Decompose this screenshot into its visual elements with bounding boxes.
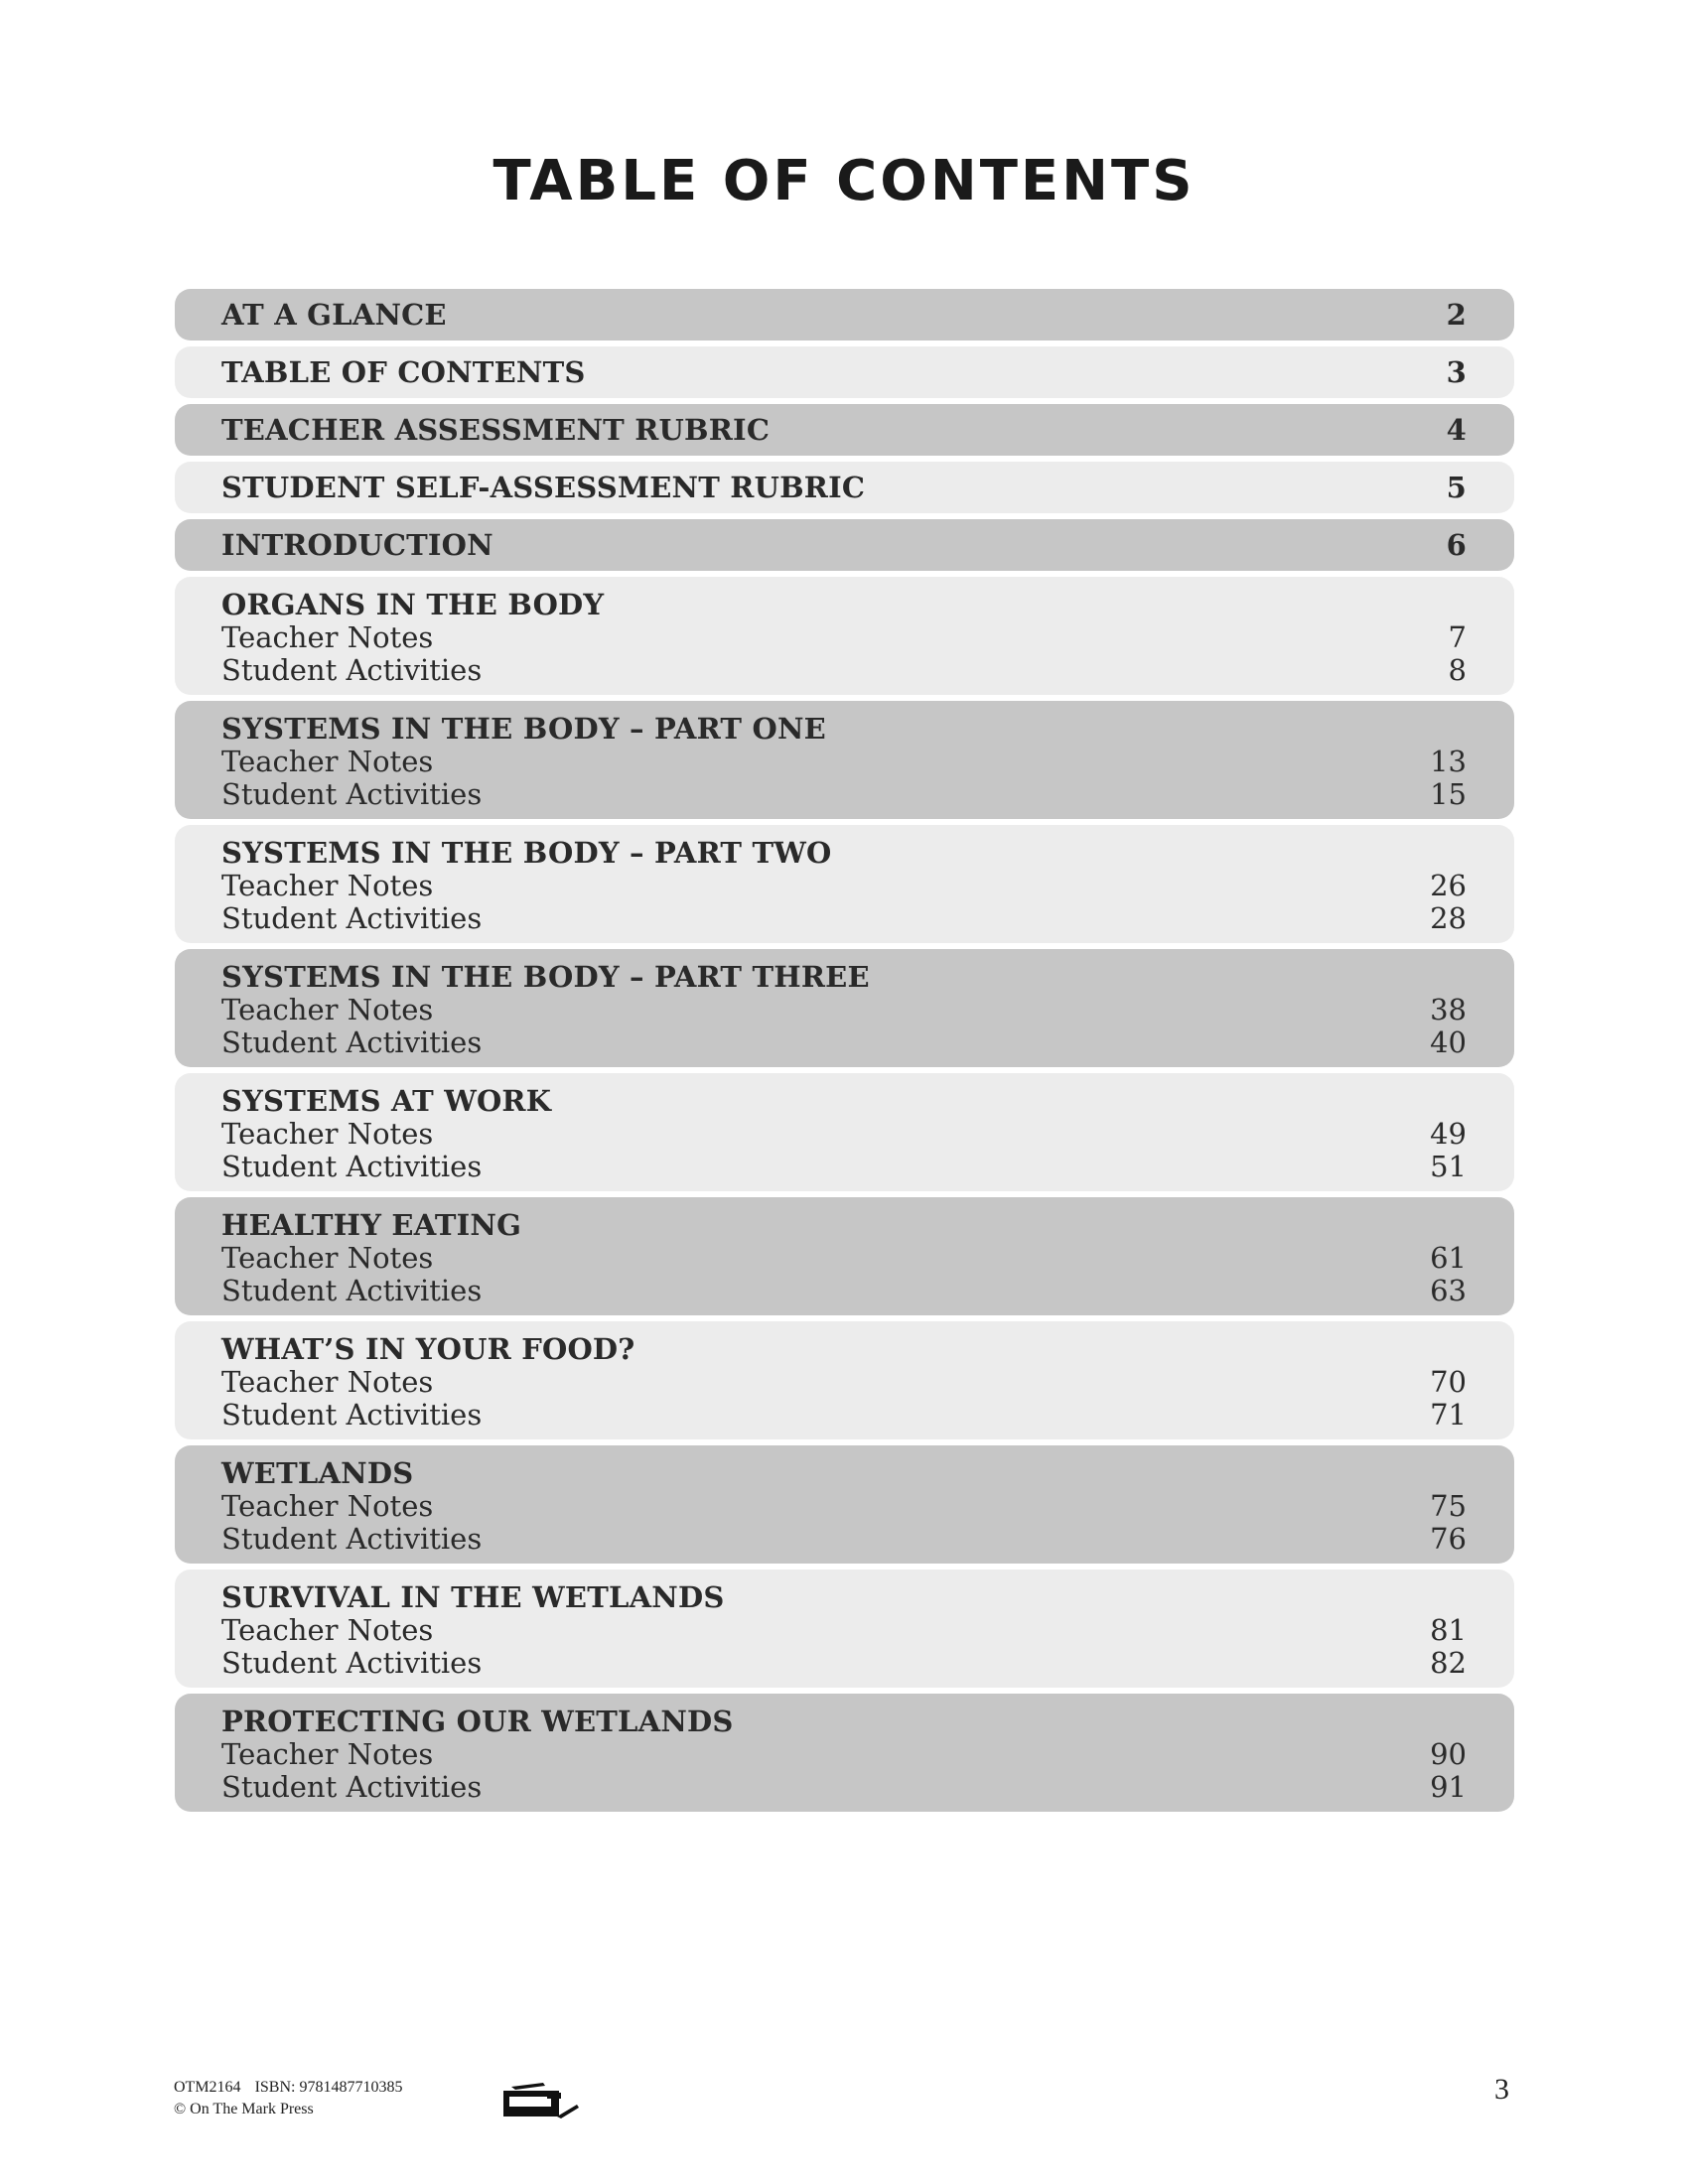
toc-entry-student-self-assessment-rubric[interactable] — [175, 462, 1514, 513]
press-logo-icon — [501, 2081, 581, 2120]
toc-label: Student Activities — [221, 901, 483, 935]
toc-page-number: 61 — [1430, 1241, 1467, 1275]
toc-page-number: 49 — [1430, 1117, 1467, 1151]
toc-section-heading: SURVIVAL IN THE WETLANDS — [221, 1580, 725, 1614]
toc-entry-teacher-notes[interactable] — [221, 746, 1467, 778]
toc-section-heading: HEALTHY EATING — [221, 1208, 522, 1242]
toc-label: Student Activities — [221, 777, 483, 811]
toc-entry-teacher-assessment-rubric[interactable] — [175, 404, 1514, 456]
toc-label: Teacher Notes — [221, 1489, 434, 1523]
isbn: ISBN: 9781487710385 — [254, 2079, 403, 2096]
toc-entry-at-a-glance[interactable] — [175, 289, 1514, 341]
toc-page-number: 76 — [1430, 1522, 1467, 1556]
toc-page-number: 28 — [1430, 901, 1467, 935]
copyright: © On The Mark Press — [174, 2101, 314, 2117]
toc-label: Teacher Notes — [221, 1737, 434, 1771]
toc-heading: INTRODUCTION — [221, 528, 493, 562]
toc-entry-student-activities[interactable] — [221, 1275, 1467, 1307]
toc-entry-student-activities[interactable] — [221, 1151, 1467, 1183]
toc-entry-student-activities[interactable] — [221, 1399, 1467, 1432]
toc-page-number: 26 — [1430, 869, 1467, 902]
toc-label: Teacher Notes — [221, 993, 434, 1026]
page-number: 3 — [1494, 2073, 1509, 2106]
toc-page-number: 71 — [1430, 1398, 1467, 1432]
toc-section-heading: SYSTEMS IN THE BODY – PART ONE — [221, 712, 826, 746]
toc-entry-teacher-notes[interactable] — [221, 1366, 1467, 1399]
toc-section-systems-at-work — [175, 1073, 1514, 1191]
toc-heading: TABLE OF CONTENTS — [221, 355, 586, 389]
toc-page-number: 82 — [1430, 1646, 1467, 1680]
toc-page-number: 7 — [1448, 620, 1467, 654]
toc-section-heading: SYSTEMS AT WORK — [221, 1084, 552, 1118]
toc-entry-introduction[interactable] — [175, 519, 1514, 571]
toc-page-number: 90 — [1430, 1737, 1467, 1771]
toc-entry-student-activities[interactable] — [221, 1771, 1467, 1804]
toc-entry-student-activities[interactable] — [221, 654, 1467, 687]
toc-page-number: 8 — [1448, 653, 1467, 687]
toc-label: Teacher Notes — [221, 869, 434, 902]
toc-label: Teacher Notes — [221, 1613, 434, 1647]
toc-label: Student Activities — [221, 1274, 483, 1307]
footer-publisher-info — [174, 2077, 402, 2120]
toc-section-organs-in-the-body — [175, 577, 1514, 695]
toc-entry-table-of-contents[interactable] — [175, 346, 1514, 398]
toc-label: Student Activities — [221, 653, 483, 687]
toc-label: Teacher Notes — [221, 1365, 434, 1399]
toc-section-systems-part-three — [175, 949, 1514, 1067]
toc-section-systems-part-two — [175, 825, 1514, 943]
toc-heading: STUDENT SELF-ASSESSMENT RUBRIC — [221, 471, 866, 504]
toc-page-number: 6 — [1446, 528, 1467, 562]
toc-entry-student-activities[interactable] — [221, 902, 1467, 935]
toc-page-number: 91 — [1430, 1770, 1467, 1804]
toc-page-number: 38 — [1430, 993, 1467, 1026]
toc-page-number: 15 — [1430, 777, 1467, 811]
toc-label: Teacher Notes — [221, 620, 434, 654]
toc-entry-student-activities[interactable] — [221, 1647, 1467, 1680]
toc-heading: AT A GLANCE — [221, 298, 447, 332]
toc-entry-teacher-notes[interactable] — [221, 1738, 1467, 1771]
toc-entry-student-activities[interactable] — [221, 778, 1467, 811]
toc-entry-teacher-notes[interactable] — [221, 621, 1467, 654]
toc-label: Teacher Notes — [221, 745, 434, 778]
toc-section-heading: SYSTEMS IN THE BODY – PART THREE — [221, 960, 870, 994]
toc-section-wetlands — [175, 1445, 1514, 1564]
toc-label: Student Activities — [221, 1522, 483, 1556]
toc-label: Student Activities — [221, 1398, 483, 1432]
toc-entry-student-activities[interactable] — [221, 1026, 1467, 1059]
toc-page-number: 40 — [1430, 1025, 1467, 1059]
toc-page-number: 5 — [1446, 471, 1467, 504]
toc-section-heading: WETLANDS — [221, 1456, 414, 1490]
toc-section-whats-in-your-food — [175, 1321, 1514, 1439]
toc-label: Teacher Notes — [221, 1241, 434, 1275]
toc-page-number: 3 — [1446, 355, 1467, 389]
toc-entry-teacher-notes[interactable] — [221, 1614, 1467, 1647]
toc-page-number: 2 — [1446, 298, 1467, 332]
toc-section-heading: PROTECTING OUR WETLANDS — [221, 1705, 734, 1738]
toc-entry-teacher-notes[interactable] — [221, 1118, 1467, 1151]
toc-section-survival-in-the-wetlands — [175, 1570, 1514, 1688]
toc-entry-teacher-notes[interactable] — [221, 1242, 1467, 1275]
toc-label: Teacher Notes — [221, 1117, 434, 1151]
toc-label: Student Activities — [221, 1646, 483, 1680]
toc-page-number: 81 — [1430, 1613, 1467, 1647]
toc-entry-teacher-notes[interactable] — [221, 1490, 1467, 1523]
toc-section-heading: ORGANS IN THE BODY — [221, 588, 605, 621]
table-of-contents — [175, 289, 1514, 1818]
page-title: TABLE OF CONTENTS — [492, 149, 1196, 213]
toc-label: Student Activities — [221, 1025, 483, 1059]
toc-entry-student-activities[interactable] — [221, 1523, 1467, 1556]
toc-entry-teacher-notes[interactable] — [221, 994, 1467, 1026]
product-code: OTM2164 — [174, 2079, 241, 2096]
toc-page-number: 13 — [1430, 745, 1467, 778]
toc-heading: TEACHER ASSESSMENT RUBRIC — [221, 413, 771, 447]
toc-section-heading: WHAT’S IN YOUR FOOD? — [221, 1332, 635, 1366]
toc-label: Student Activities — [221, 1150, 483, 1183]
toc-section-heading: SYSTEMS IN THE BODY – PART TWO — [221, 836, 832, 870]
toc-page-number: 51 — [1430, 1150, 1467, 1183]
toc-section-protecting-our-wetlands — [175, 1694, 1514, 1812]
toc-entry-teacher-notes[interactable] — [221, 870, 1467, 902]
toc-page-number: 75 — [1430, 1489, 1467, 1523]
toc-page-number: 70 — [1430, 1365, 1467, 1399]
toc-page-number: 63 — [1430, 1274, 1467, 1307]
toc-label: Student Activities — [221, 1770, 483, 1804]
toc-section-systems-part-one — [175, 701, 1514, 819]
toc-section-healthy-eating — [175, 1197, 1514, 1315]
toc-page-number: 4 — [1446, 413, 1467, 447]
